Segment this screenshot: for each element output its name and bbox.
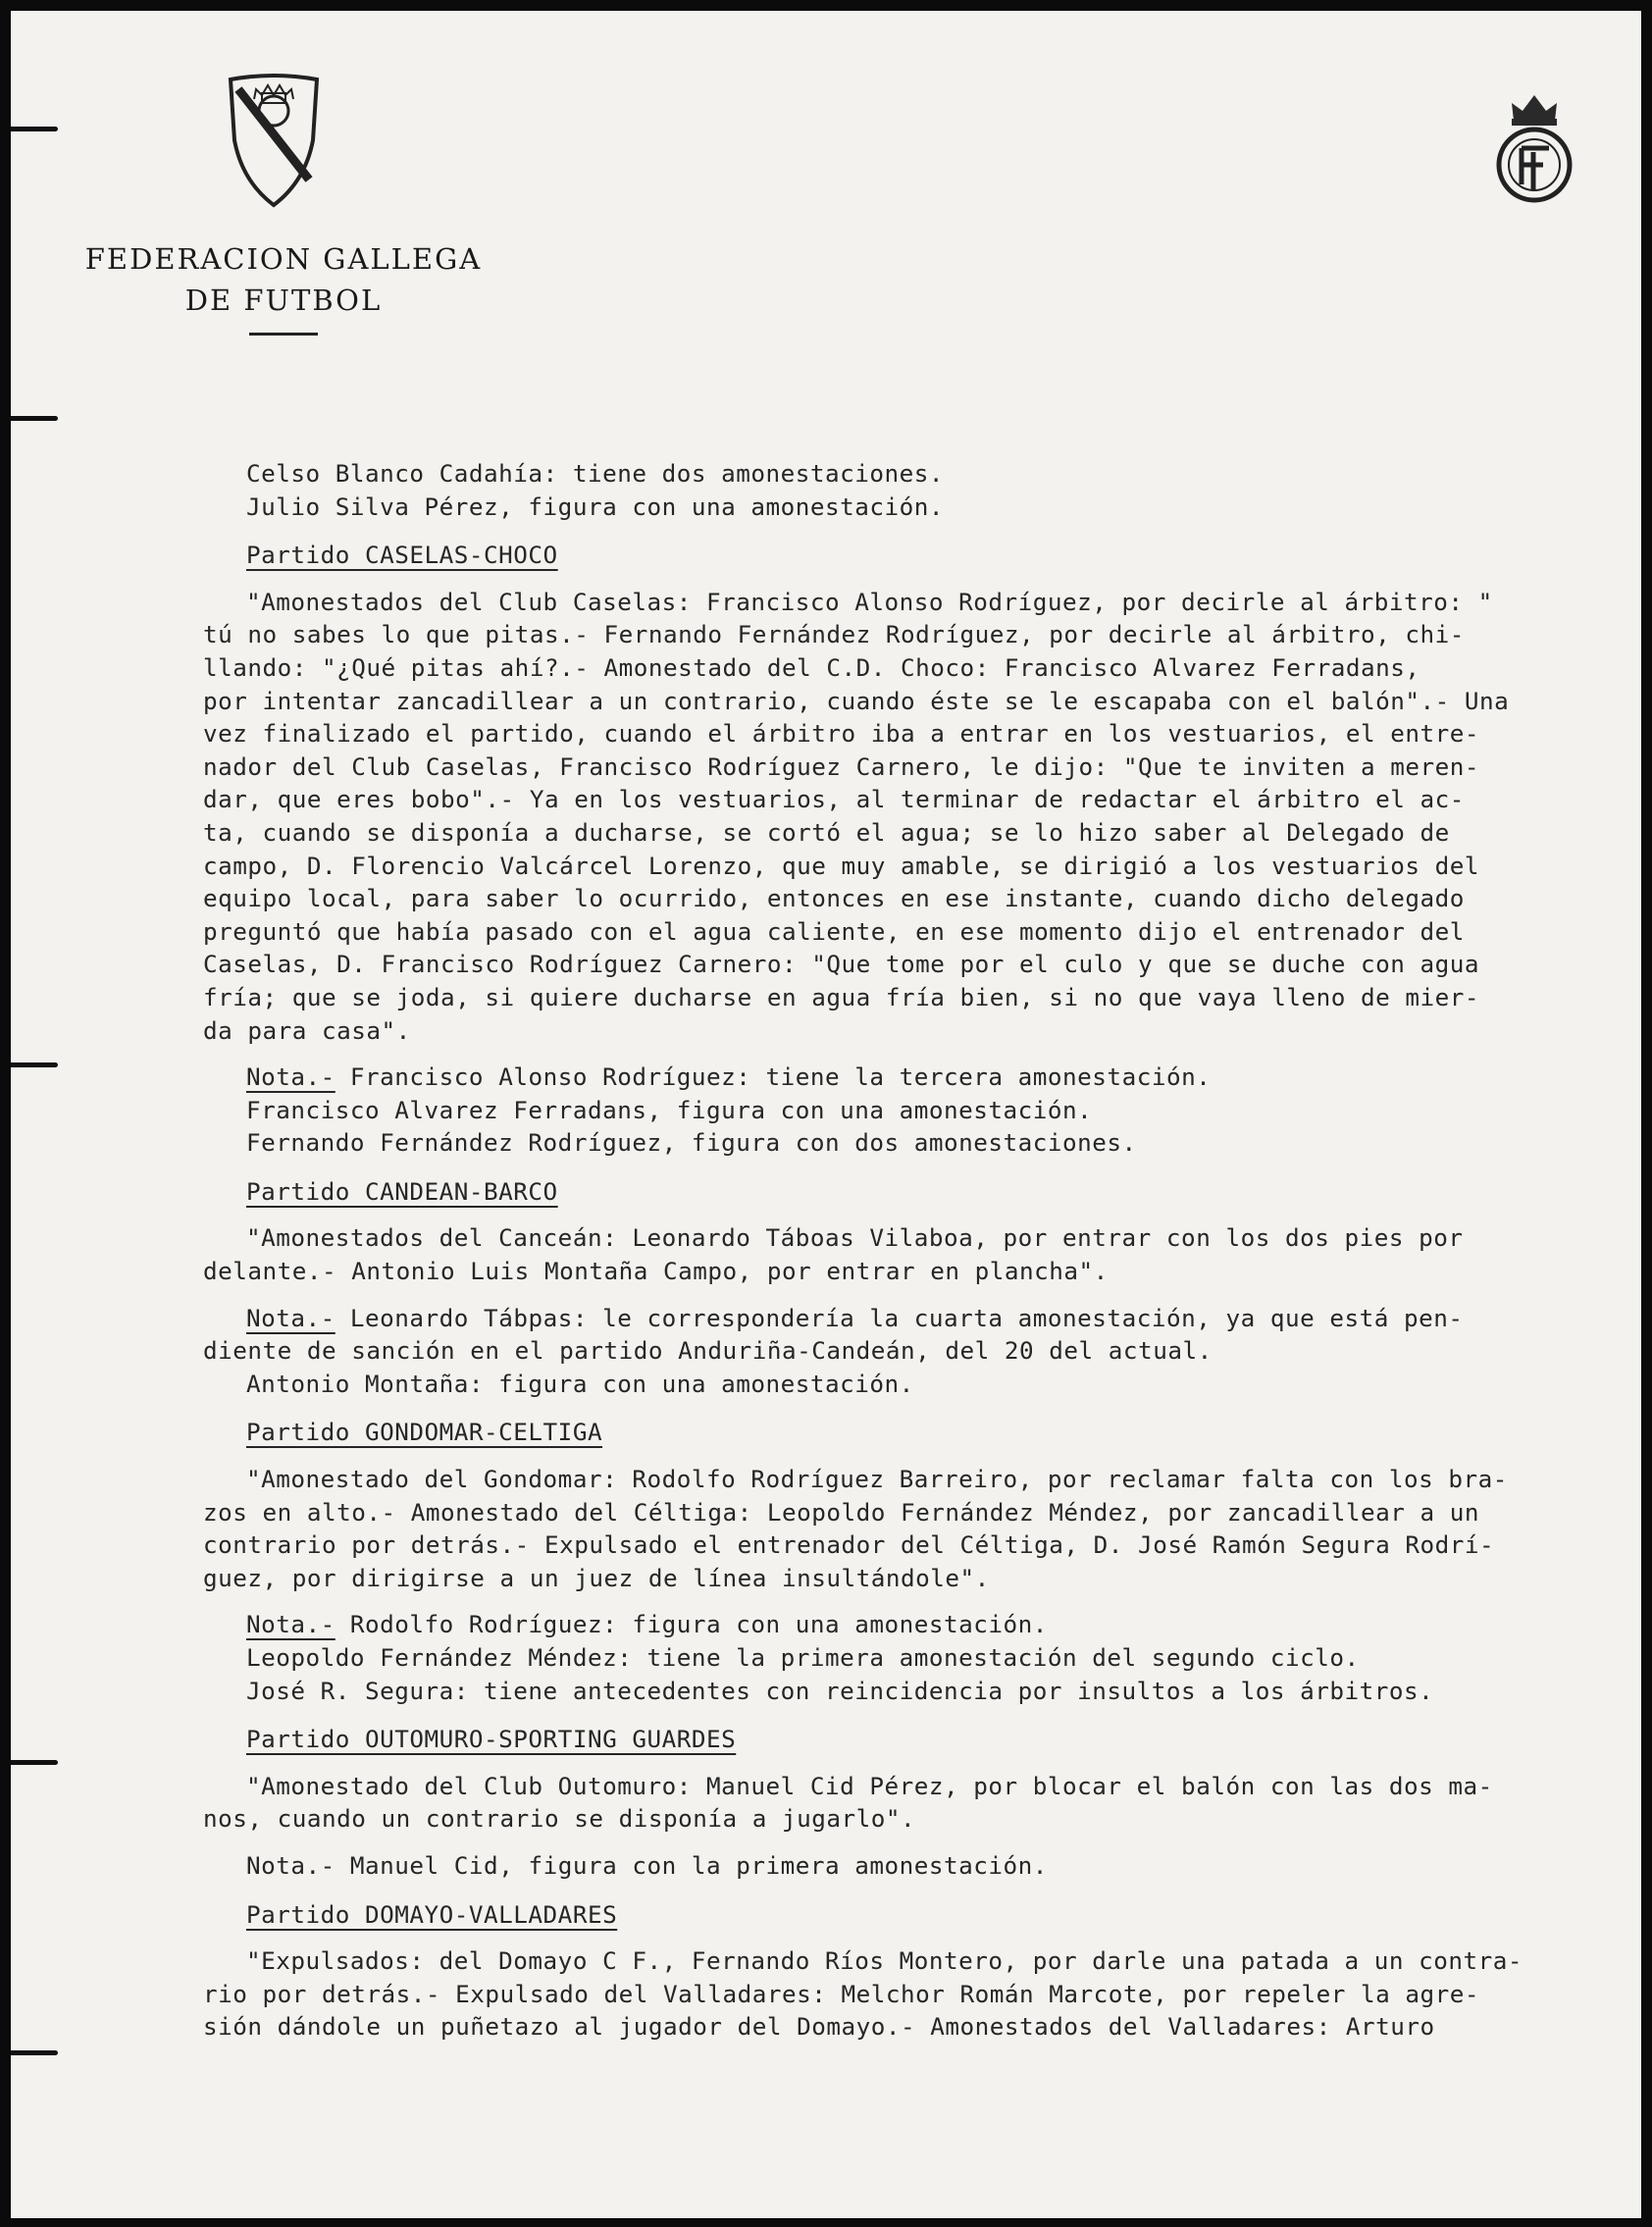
report-line: "Amonestado del Gondomar: Rodolfo Rodríguez Barreiro, por reclamar falta con los bra- bbox=[246, 1465, 1508, 1494]
report-line: preguntó que había pasado con el agua caliente, en ese momento dijo el entrenador del bbox=[203, 916, 1465, 946]
section-report bbox=[203, 1463, 1616, 1594]
nota-line: Antonio Montaña: figura con una amonestación. bbox=[246, 1369, 914, 1398]
section-title: Partido OUTOMURO-SPORTING GUARDES bbox=[246, 1725, 737, 1754]
nota-label: Nota.- bbox=[246, 1303, 336, 1332]
report-line: nos, cuando un contrario se disponía a jugarlo". bbox=[203, 1804, 916, 1834]
binder-hole-mark bbox=[11, 416, 58, 421]
intro-line: Celso Blanco Cadahía: tiene dos amonestaciones. bbox=[246, 459, 945, 488]
report-line: Caselas, D. Francisco Rodríguez Carnero: "Que tome por el culo y que se duche con agua bbox=[203, 950, 1480, 979]
section-report bbox=[203, 1944, 1616, 2044]
section-report bbox=[203, 1770, 1616, 1836]
report-line: rio por detrás.- Expulsado del Valladares: Melchor Román Marcote, por repeler la agre- bbox=[203, 1979, 1480, 2008]
section-title: Partido DOMAYO-VALLADARES bbox=[246, 1899, 618, 1929]
report-line: "Amonestados del Canceán: Leonardo Táboas Vilaboa, por entrar con los dos pies por bbox=[246, 1223, 1464, 1253]
binder-hole-mark bbox=[11, 1760, 58, 1765]
document-body bbox=[203, 457, 1616, 2044]
nota-label: Nota.- bbox=[246, 1850, 336, 1880]
binder-hole-mark bbox=[11, 127, 58, 131]
report-line: dar, que eres bobo".- Ya en los vestuarios, al terminar de redactar el árbitro el ac- bbox=[203, 785, 1465, 814]
intro-line: Julio Silva Pérez, figura con una amonestación. bbox=[246, 492, 945, 521]
binder-hole-mark bbox=[11, 1062, 58, 1067]
report-line: vez finalizado el partido, cuando el árbitro iba a entrar en los vestuarios, el entre- bbox=[203, 719, 1480, 749]
report-line: delante.- Antonio Luis Montaña Campo, por entrar en plancha". bbox=[203, 1257, 1109, 1286]
section-title: Partido GONDOMAR-CELTIGA bbox=[246, 1418, 603, 1447]
nota-line: Fernando Fernández Rodríguez, figura con dos amonestaciones. bbox=[246, 1128, 1137, 1158]
report-line: da para casa". bbox=[203, 1015, 411, 1045]
report-line: "Expulsados: del Domayo C F., Fernando Ríos Montero, por darle una patada a un contra- bbox=[246, 1946, 1523, 1976]
section-nota bbox=[203, 1608, 1616, 1707]
nota-line: José R. Segura: tiene antecedentes con reincidencia por insultos a los árbitros. bbox=[246, 1676, 1434, 1705]
report-line: zos en alto.- Amonestado del Céltiga: Leopoldo Fernández Méndez, por zancadillear a un bbox=[203, 1497, 1480, 1527]
report-line: fría; que se joda, si quiere ducharse en agua fría bien, si no que vaya lleno de mier- bbox=[203, 982, 1480, 1011]
nota-line: Leopoldo Fernández Méndez: tiene la primera amonestación del segundo ciclo. bbox=[246, 1643, 1360, 1672]
section-nota bbox=[203, 1849, 1616, 1883]
report-line: nador del Club Caselas, Francisco Rodríguez Carnero, le dijo: "Que te inviten a meren- bbox=[203, 751, 1480, 781]
binder-hole-mark bbox=[11, 2050, 58, 2055]
nota-line: Francisco Alvarez Ferradans, figura con una amonestación. bbox=[246, 1095, 1093, 1124]
report-line: por intentar zancadillear a un contrario, cuando éste se le escapaba con el balón".- Una bbox=[203, 686, 1510, 715]
nota-line: Rodolfo Rodríguez: figura con una amonestación. bbox=[335, 1610, 1048, 1639]
spanish-federation-crown-icon bbox=[1490, 91, 1578, 211]
section-nota bbox=[203, 1061, 1616, 1160]
report-line: llando: "¿Qué pitas ahí?.- Amonestado del C.D. Choco: Francisco Alvarez Ferradans, bbox=[203, 652, 1420, 682]
section-title: Partido CASELAS-CHOCO bbox=[246, 541, 558, 570]
letterhead-line2: DE FUTBOL bbox=[184, 284, 383, 317]
report-line: "Amonestado del Club Outomuro: Manuel Cid Pérez, por blocar el balón con las dos ma- bbox=[246, 1771, 1493, 1800]
document-page bbox=[11, 11, 1641, 2218]
report-line: ta, cuando se disponía a ducharse, se cortó el agua; se lo hizo saber al Delegado de bbox=[203, 817, 1450, 847]
letterhead bbox=[77, 238, 490, 336]
section-report bbox=[203, 586, 1616, 1047]
report-line: equipo local, para saber lo ocurrido, entonces en ese instante, cuando dicho delegado bbox=[203, 884, 1465, 913]
report-line: "Amonestados del Club Caselas: Francisco Alonso Rodríguez, por decirle al árbitro: " bbox=[246, 587, 1493, 616]
nota-line: Manuel Cid, figura con la primera amonestación. bbox=[335, 1850, 1048, 1880]
report-line: campo, D. Florencio Valcárcel Lorenzo, que muy amable, se dirigió a los vestuarios del bbox=[203, 851, 1480, 880]
section-report bbox=[203, 1221, 1616, 1287]
letterhead-line1: FEDERACION GALLEGA bbox=[84, 242, 483, 276]
nota-line: Leonardo Tábpas: le correspondería la cuarta amonestación, ya que está pen- bbox=[335, 1303, 1464, 1332]
nota-line: Francisco Alonso Rodríguez: tiene la tercera amonestación. bbox=[335, 1062, 1212, 1092]
letterhead-underline bbox=[249, 333, 318, 336]
nota-label: Nota.- bbox=[246, 1610, 336, 1639]
nota-label: Nota.- bbox=[246, 1062, 336, 1092]
report-line: sión dándole un puñetazo al jugador del Domayo.- Amonestados del Valladares: Arturo bbox=[203, 2012, 1435, 2042]
nota-line: diente de sanción en el partido Anduriña-Candeán, del 20 del actual. bbox=[203, 1336, 1213, 1366]
report-line: guez, por dirigirse a un juez de línea insultándole". bbox=[203, 1563, 990, 1592]
section-nota bbox=[203, 1302, 1616, 1401]
report-line: contrario por detrás.- Expulsado el entrenador del Céltiga, D. José Ramón Segura Rodrí- bbox=[203, 1530, 1495, 1560]
section-title: Partido CANDEAN-BARCO bbox=[246, 1176, 558, 1206]
report-line: tú no sabes lo que pitas.- Fernando Fernández Rodríguez, por decirle al árbitro, chi- bbox=[203, 620, 1465, 649]
gallega-shield-icon bbox=[225, 72, 323, 211]
